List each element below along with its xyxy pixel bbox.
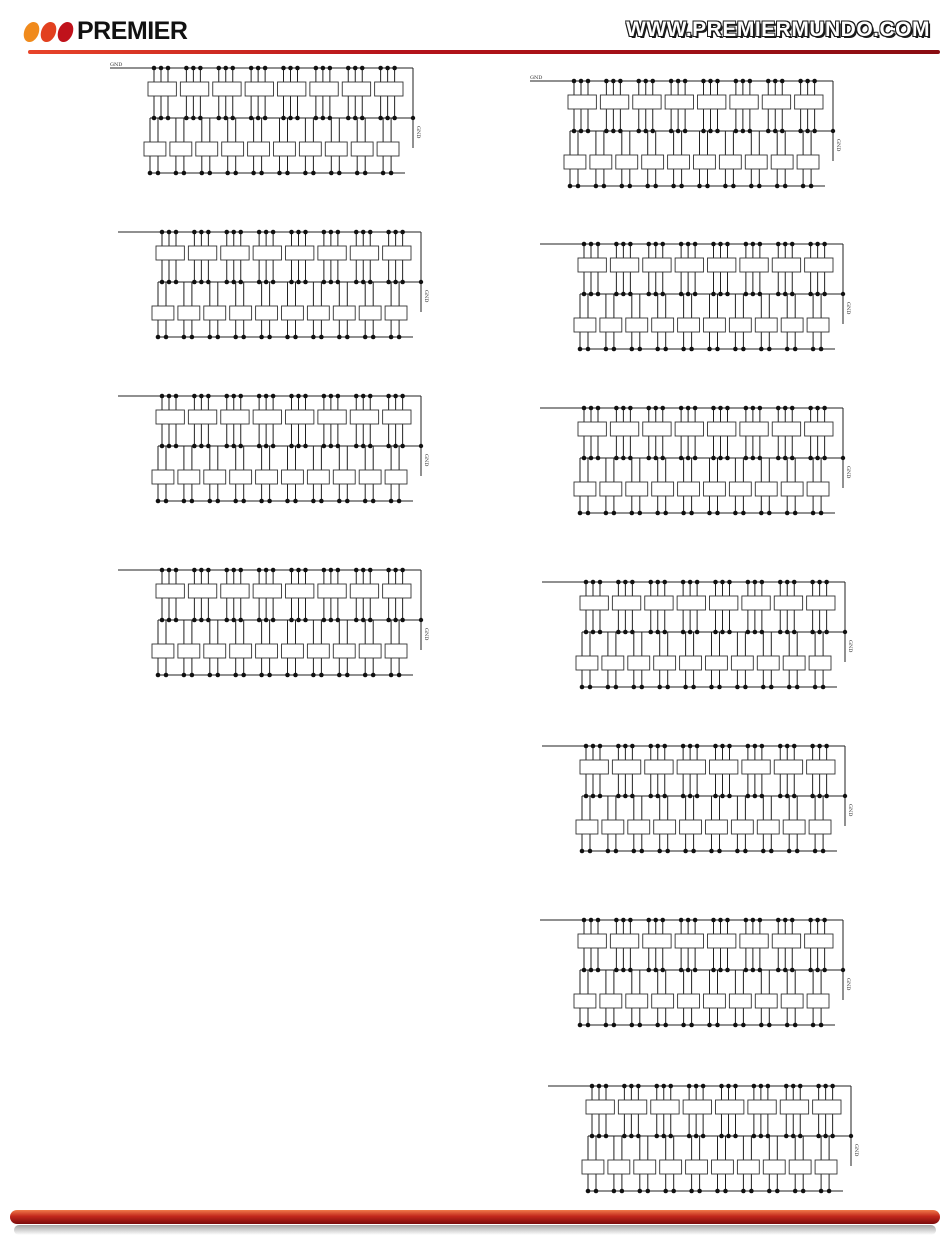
upper-component <box>188 568 216 623</box>
upper-component <box>350 568 378 623</box>
lower-component <box>576 632 598 689</box>
lower-component <box>807 970 829 1027</box>
lower-component <box>574 458 596 515</box>
upper-component <box>748 1084 776 1139</box>
lower-component <box>600 294 622 351</box>
lower-component <box>678 458 700 515</box>
ground-label: GND <box>845 978 851 991</box>
lower-component <box>152 620 174 677</box>
circuit-diagram-right-5 <box>542 738 867 866</box>
ground-node <box>419 280 423 284</box>
upper-component <box>677 744 705 799</box>
upper-component <box>643 918 671 973</box>
lower-component <box>574 970 596 1027</box>
circuit-diagram-left-1 <box>110 60 435 188</box>
upper-component <box>580 580 608 635</box>
lower-component <box>731 632 753 689</box>
footer-bar <box>10 1210 940 1224</box>
upper-component <box>643 406 671 461</box>
upper-component <box>805 918 833 973</box>
ground-node <box>419 444 423 448</box>
ground-label: GND <box>423 628 429 641</box>
circuit-diagram-right-2 <box>540 236 865 364</box>
lower-component <box>282 446 304 503</box>
lower-component <box>706 796 728 853</box>
lower-component <box>230 620 252 677</box>
lower-component <box>654 796 676 853</box>
lower-component <box>771 131 793 188</box>
upper-component <box>675 918 703 973</box>
upper-component <box>188 230 216 285</box>
lower-component <box>274 118 296 175</box>
lower-component <box>719 131 741 188</box>
lower-component <box>351 118 373 175</box>
lower-component <box>642 131 664 188</box>
upper-component <box>730 79 758 134</box>
upper-component <box>221 394 249 449</box>
lower-component <box>652 458 674 515</box>
circuit-diagram-right-6 <box>540 912 865 1040</box>
lower-component <box>745 131 767 188</box>
upper-component <box>740 918 768 973</box>
upper-component <box>253 568 281 623</box>
lower-component <box>757 796 779 853</box>
upper-component <box>742 744 770 799</box>
lower-component <box>809 632 831 689</box>
lower-component <box>755 294 777 351</box>
lower-component <box>204 620 226 677</box>
upper-component <box>286 568 314 623</box>
lower-component <box>307 282 329 339</box>
upper-component <box>716 1084 744 1139</box>
lower-component <box>616 131 638 188</box>
lower-component <box>704 970 726 1027</box>
lower-component <box>626 970 648 1027</box>
ground-node <box>841 292 845 296</box>
logo-dot-darkred <box>56 22 75 42</box>
upper-component <box>683 1084 711 1139</box>
upper-component <box>772 406 800 461</box>
lower-component <box>204 282 226 339</box>
lower-component <box>385 282 407 339</box>
lower-component <box>729 294 751 351</box>
lower-component <box>628 632 650 689</box>
ground-node <box>419 618 423 622</box>
upper-component <box>350 230 378 285</box>
lower-component <box>325 118 347 175</box>
upper-component <box>586 1084 614 1139</box>
upper-component <box>807 580 835 635</box>
lower-component <box>737 1136 759 1193</box>
upper-component <box>350 394 378 449</box>
lower-component <box>680 796 702 853</box>
lower-component <box>359 446 381 503</box>
lower-component <box>600 970 622 1027</box>
circuit-diagram-left-3 <box>118 388 443 516</box>
lower-component <box>333 282 355 339</box>
lower-component <box>781 458 803 515</box>
upper-component <box>383 394 411 449</box>
upper-component <box>578 918 606 973</box>
upper-component <box>318 230 346 285</box>
logo-dot-red <box>39 22 58 42</box>
lower-component <box>781 970 803 1027</box>
lower-component <box>652 970 674 1027</box>
upper-component <box>677 580 705 635</box>
ground-label: GND <box>845 302 851 315</box>
circuit-diagram-right-7 <box>548 1078 873 1206</box>
lower-component <box>230 282 252 339</box>
lower-component <box>686 1136 708 1193</box>
upper-component <box>805 406 833 461</box>
lower-component <box>576 796 598 853</box>
ground-label: GND <box>415 126 421 139</box>
ground-node <box>411 116 415 120</box>
ground-label: GND <box>845 466 851 479</box>
upper-component <box>568 79 596 134</box>
website-url: WWW.PREMIERMUNDO.COM <box>626 18 930 41</box>
footer-shadow <box>14 1225 936 1235</box>
lower-component <box>359 620 381 677</box>
lower-component <box>797 131 819 188</box>
lower-component <box>626 458 648 515</box>
lower-component <box>712 1136 734 1193</box>
upper-component <box>665 79 693 134</box>
ground-label: GND <box>847 640 853 653</box>
lower-component <box>564 131 586 188</box>
ground-label: GND <box>423 454 429 467</box>
lower-component <box>222 118 244 175</box>
upper-component <box>318 568 346 623</box>
source-label: GND <box>530 75 543 81</box>
lower-component <box>152 282 174 339</box>
upper-component <box>253 394 281 449</box>
ground-label: GND <box>423 290 429 303</box>
upper-component <box>774 580 802 635</box>
ground-label: GND <box>853 1144 859 1157</box>
upper-component <box>578 242 606 297</box>
lower-component <box>256 282 278 339</box>
lower-component <box>359 282 381 339</box>
lower-component <box>652 294 674 351</box>
upper-component <box>245 66 273 121</box>
lower-component <box>704 458 726 515</box>
circuit-diagram-right-3 <box>540 400 865 528</box>
upper-component <box>643 242 671 297</box>
lower-component <box>755 458 777 515</box>
upper-component <box>383 230 411 285</box>
upper-component <box>156 230 184 285</box>
upper-component <box>772 918 800 973</box>
upper-component <box>221 568 249 623</box>
lower-component <box>204 446 226 503</box>
lower-component <box>757 632 779 689</box>
lower-component <box>694 131 716 188</box>
upper-component <box>610 918 638 973</box>
upper-component <box>708 406 736 461</box>
upper-component <box>651 1084 679 1139</box>
lower-component <box>152 446 174 503</box>
lower-component <box>385 446 407 503</box>
lower-component <box>729 970 751 1027</box>
lower-component <box>789 1136 811 1193</box>
lower-component <box>170 118 192 175</box>
lower-component <box>654 632 676 689</box>
upper-component <box>188 394 216 449</box>
lower-component <box>256 446 278 503</box>
upper-component <box>740 406 768 461</box>
upper-component <box>807 744 835 799</box>
circuit-diagram-left-2 <box>118 224 443 352</box>
lower-component <box>307 446 329 503</box>
lower-component <box>783 632 805 689</box>
ground-label: GND <box>847 804 853 817</box>
lower-component <box>763 1136 785 1193</box>
upper-component <box>708 918 736 973</box>
ground-node <box>831 129 835 133</box>
lower-component <box>144 118 166 175</box>
upper-component <box>180 66 208 121</box>
upper-component <box>633 79 661 134</box>
source-label: GND <box>110 62 123 68</box>
lower-component <box>815 1136 837 1193</box>
lower-component <box>582 1136 604 1193</box>
lower-component <box>678 970 700 1027</box>
ground-label: GND <box>835 139 841 152</box>
upper-component <box>600 79 628 134</box>
upper-component <box>156 568 184 623</box>
lower-component <box>602 796 624 853</box>
lower-component <box>755 970 777 1027</box>
upper-component <box>156 394 184 449</box>
ground-node <box>841 456 845 460</box>
upper-component <box>221 230 249 285</box>
upper-component <box>710 580 738 635</box>
ground-node <box>841 968 845 972</box>
lower-component <box>706 632 728 689</box>
lower-component <box>807 458 829 515</box>
lower-component <box>608 1136 630 1193</box>
page-header <box>0 0 950 62</box>
ground-node <box>849 1134 853 1138</box>
ground-node <box>843 630 847 634</box>
lower-component <box>660 1136 682 1193</box>
lower-component <box>196 118 218 175</box>
lower-component <box>178 446 200 503</box>
upper-component <box>286 394 314 449</box>
lower-component <box>178 620 200 677</box>
upper-component <box>286 230 314 285</box>
lower-component <box>626 294 648 351</box>
lower-component <box>333 446 355 503</box>
lower-component <box>574 294 596 351</box>
upper-component <box>813 1084 841 1139</box>
upper-component <box>762 79 790 134</box>
circuit-diagram-right-4 <box>542 574 867 702</box>
upper-component <box>740 242 768 297</box>
lower-component <box>282 620 304 677</box>
upper-component <box>710 744 738 799</box>
lower-component <box>668 131 690 188</box>
upper-component <box>580 744 608 799</box>
lower-component <box>680 632 702 689</box>
upper-component <box>148 66 176 121</box>
lower-component <box>377 118 399 175</box>
lower-component <box>590 131 612 188</box>
lower-component <box>729 458 751 515</box>
circuit-diagram-right-1 <box>530 73 855 201</box>
lower-component <box>783 796 805 853</box>
upper-component <box>698 79 726 134</box>
lower-component <box>704 294 726 351</box>
lower-component <box>333 620 355 677</box>
upper-component <box>610 406 638 461</box>
logo-dot-orange <box>22 22 41 42</box>
upper-component <box>618 1084 646 1139</box>
upper-component <box>342 66 370 121</box>
upper-component <box>383 568 411 623</box>
brand-logo-text: PREMIER <box>77 17 188 45</box>
lower-component <box>809 796 831 853</box>
lower-component <box>282 282 304 339</box>
lower-component <box>628 796 650 853</box>
upper-component <box>645 580 673 635</box>
upper-component <box>780 1084 808 1139</box>
upper-component <box>675 242 703 297</box>
upper-component <box>213 66 241 121</box>
lower-component <box>600 458 622 515</box>
lower-component <box>248 118 270 175</box>
upper-component <box>742 580 770 635</box>
upper-component <box>375 66 403 121</box>
upper-component <box>675 406 703 461</box>
lower-component <box>807 294 829 351</box>
lower-component <box>178 282 200 339</box>
lower-component <box>230 446 252 503</box>
upper-component <box>278 66 306 121</box>
lower-component <box>731 796 753 853</box>
upper-component <box>610 242 638 297</box>
lower-component <box>385 620 407 677</box>
lower-component <box>299 118 321 175</box>
upper-component <box>772 242 800 297</box>
lower-component <box>634 1136 656 1193</box>
circuit-diagram-left-4 <box>118 562 443 690</box>
upper-component <box>612 744 640 799</box>
upper-component <box>645 744 673 799</box>
ground-node <box>843 794 847 798</box>
upper-component <box>578 406 606 461</box>
upper-component <box>253 230 281 285</box>
header-rule <box>28 50 940 54</box>
lower-component <box>781 294 803 351</box>
upper-component <box>708 242 736 297</box>
upper-component <box>805 242 833 297</box>
upper-component <box>310 66 338 121</box>
lower-component <box>307 620 329 677</box>
upper-component <box>795 79 823 134</box>
lower-component <box>678 294 700 351</box>
upper-component <box>612 580 640 635</box>
upper-component <box>774 744 802 799</box>
upper-component <box>318 394 346 449</box>
lower-component <box>602 632 624 689</box>
lower-component <box>256 620 278 677</box>
